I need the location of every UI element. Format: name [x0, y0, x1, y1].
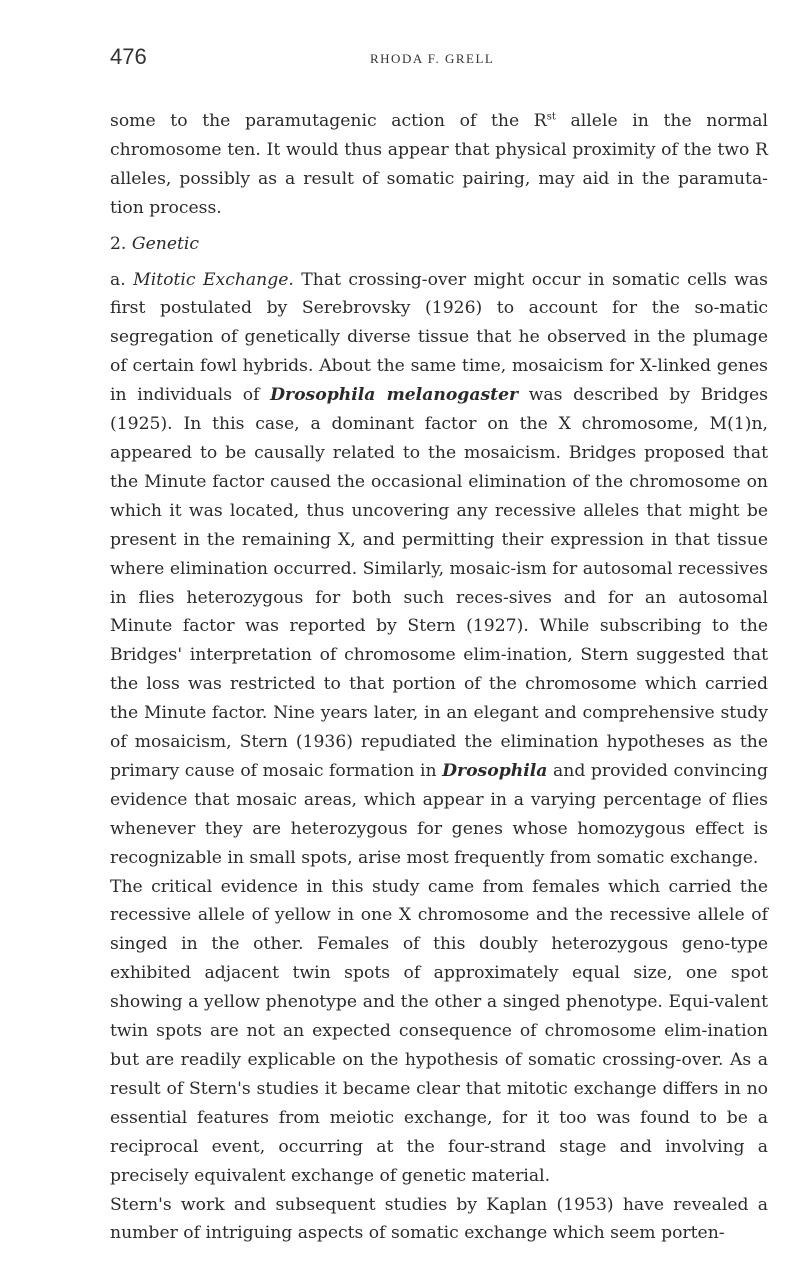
page-number: 476	[110, 44, 147, 69]
subsection-title: Mitotic Exchange.	[133, 269, 294, 290]
paragraph-1-text-a: some to the paramutagenic action of the R	[110, 111, 547, 131]
section-number: 2.	[110, 233, 127, 254]
page-header	[110, 44, 710, 74]
genus-name: Drosophila	[442, 760, 548, 781]
paragraph-2-text-b: was described by Bridges (1925). In this case, a dominant factor on the X chromosome, M(1)n, appeared to be causally related to the mosaicism. Bridges proposed that the Minute factor caused the occasional elimination of the chromosome on which it was located, thus uncovering any recessive alleles that might be present in the remaining X, and permitting their expression in that tissue where elimination occurred. Similarly, mosaic-ism for autosomal recessives in flies heterozygous for both such reces-sives and for an autosomal Minute factor was reported by Stern (1927). While subscribing to the Bridges' interpretation of chromosome elim-ination, Stern suggested that the loss was restricted to that portion of the chromosome which carried the Minute factor. Nine years later, in an elegant and comprehensive study of mosaicism, Stern (1936) repudiated the elimination hypotheses as the primary cause of mosaic formation in	[110, 385, 768, 781]
allele-superscript: st	[546, 111, 556, 123]
running-head: RHODA F. GRELL	[370, 51, 495, 66]
section-heading	[110, 230, 768, 259]
section-title: Genetic	[131, 233, 200, 254]
body-text	[110, 107, 768, 1248]
paragraph-critical-evidence: The critical evidence in this study came from females which carried the recessive allele of yellow in one X chromosome and the recessive allele of singed in the other. Females of this doubly heterozygous geno-type exhibited adjacent twin spots of approximately equal size, one spot showing a yellow phenotype and the other a singed phenotype. Equi-valent twin spots are not an expected consequence of chromosome elim-ination but are readily explicable on the hypothesis of somatic crossing-over. As a result of Stern's studies it became clear that mitotic exchange differs in no essential features from meiotic exchange, for it too was found to be a reciprocal event, occurring at the four-strand stage and involving a precisely equivalent exchange of genetic material.	[110, 876, 768, 1186]
paragraph-1-text-b: allele in the normal chromosome ten. It would thus appear that physical proximity of the two R alleles, possibly as a result of somatic pairing, may aid in the paramuta-tion process.	[110, 111, 768, 218]
species-name: Drosophila melanogaster	[270, 385, 519, 406]
paragraph-continuation	[110, 107, 768, 223]
paragraph-2-text-c: and provided convincing evidence that mosaic areas, which appear in a varying percentage of flies whenever they are heterozygous for genes whose homozygous effect is recognizable in small spots, arise most frequently from somatic exchange.	[110, 760, 768, 868]
paragraph-sterns-work: Stern's work and subsequent studies by Kaplan (1953) have revealed a number of intriguing aspects of somatic exchange which seem porten-	[110, 1194, 768, 1244]
paragraph-mitotic-exchange	[110, 266, 768, 873]
paragraph-2-text-a: That crossing-over might occur in somatic cells was first postulated by Serebrovsky (1926) to account for the so-matic segregation of genetically diverse tissue that he observed in the plumage of certain fowl hybrids. About the same time, mosaicism for X-linked genes in individuals of	[110, 269, 769, 406]
subsection-label: a.	[110, 269, 126, 290]
